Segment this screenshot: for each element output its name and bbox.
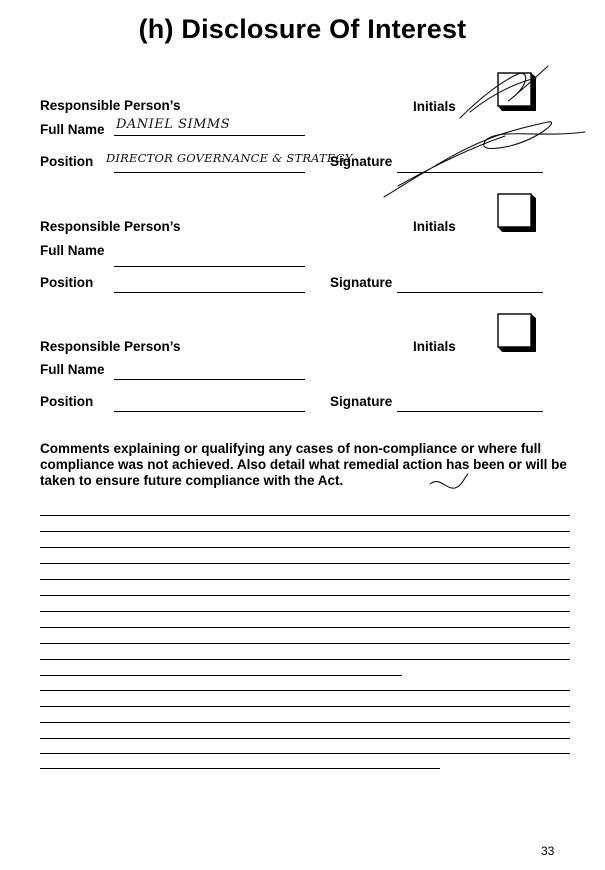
initials-label: Initials xyxy=(413,219,456,234)
responsible-person-label: Responsible Person’s xyxy=(40,219,181,234)
initials-label: Initials xyxy=(413,339,456,354)
comment-line[interactable] xyxy=(40,690,570,691)
comment-line[interactable] xyxy=(40,706,570,707)
comment-line[interactable] xyxy=(40,675,402,676)
comment-line[interactable] xyxy=(40,579,570,580)
comment-line[interactable] xyxy=(40,595,570,596)
position-label: Position xyxy=(40,275,94,290)
position-label: Position xyxy=(40,154,94,169)
comment-line[interactable] xyxy=(40,659,570,660)
signature-scribble xyxy=(384,122,585,197)
comments-instructions: Comments explaining or qualifying any cases of non-compliance or where full compliance was not achieved. Also detail what remedial action has been or will be taken to ensure future compliance with the Act. xyxy=(40,441,567,488)
page-title: (h) Disclosure Of Interest xyxy=(138,14,467,44)
position-value[interactable]: DIRECTOR GOVERNANCE & STRATEGY xyxy=(106,151,353,165)
comment-line[interactable] xyxy=(40,531,570,532)
full-name-label: Full Name xyxy=(40,362,105,377)
signature-label: Signature xyxy=(330,275,393,290)
full-name-label: Full Name xyxy=(40,243,105,258)
full-name-label: Full Name xyxy=(40,122,105,137)
comment-line[interactable] xyxy=(40,547,570,548)
comment-line[interactable] xyxy=(40,768,440,769)
responsible-person-label: Responsible Person’s xyxy=(40,98,181,113)
responsible-person-label: Responsible Person’s xyxy=(40,339,181,354)
signature-label: Signature xyxy=(330,154,393,169)
full-name-value[interactable]: DANIEL SIMMS xyxy=(116,117,231,132)
initials-scribble xyxy=(460,66,548,118)
initials-label: Initials xyxy=(413,99,456,114)
comment-line[interactable] xyxy=(40,611,570,612)
comment-line[interactable] xyxy=(40,563,570,564)
comment-line[interactable] xyxy=(40,627,570,628)
comment-line[interactable] xyxy=(40,515,570,516)
comment-line[interactable] xyxy=(40,643,570,644)
page-number: 33 xyxy=(541,844,555,858)
comment-line[interactable] xyxy=(40,753,570,754)
position-label: Position xyxy=(40,394,94,409)
comment-line[interactable] xyxy=(40,738,570,739)
signature-label: Signature xyxy=(330,394,393,409)
comment-line[interactable] xyxy=(40,722,570,723)
